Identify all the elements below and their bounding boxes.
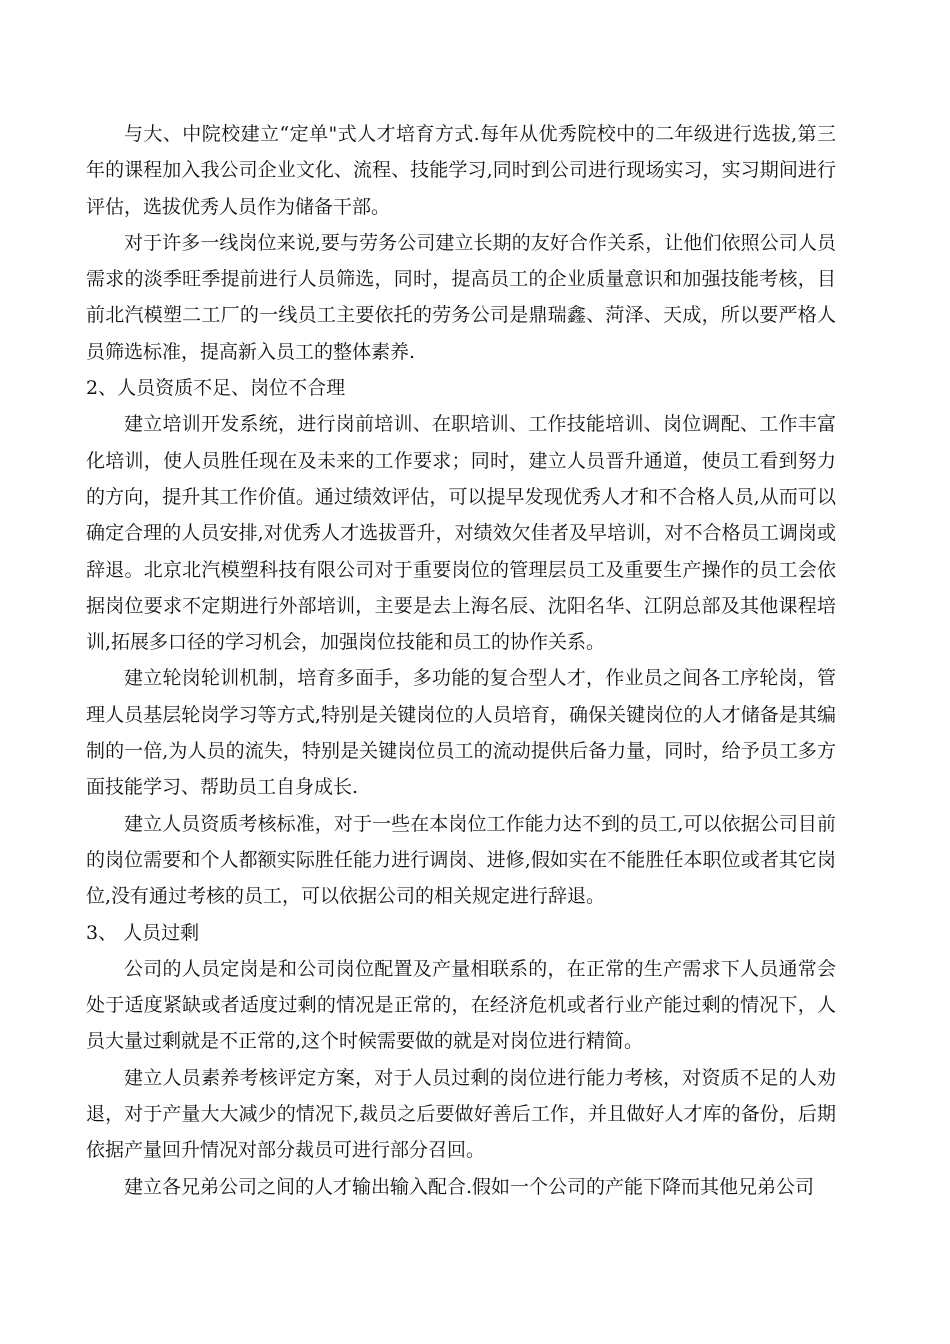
paragraph-labor-company: 对于许多一线岗位来说,要与劳务公司建立长期的友好合作关系，让他们依照公司人员需求的淡季旺季提前进行人员筛选，同时，提高员工的企业质量意识和加强技能考核，目前北汽模塑二工厂的一线员工主要依托的劳务公司是鼎瑞鑫、菏泽、天成，所以要严格人员筛选标准，提高新入员工的整体素养.	[86, 231, 836, 363]
section-heading-3: 3、 人员过剩	[86, 921, 200, 944]
document-body	[86, 116, 836, 1205]
paragraph-rotation-mechanism: 建立轮岗轮训机制，培育多面手，多功能的复合型人才，作业员之间各工序轮岗，管理人员基层轮岗学习等方式,特别是关键岗位的人员培育，确保关键岗位的人才储备是其编制的一倍,为人员的流失，特别是关键岗位员工的流动提供后备力量，同时，给予员工多方面技能学习、帮助员工自身成长.	[86, 667, 836, 799]
paragraph-evaluation-plan: 建立人员素养考核评定方案，对于人员过剩的岗位进行能力考核，对资质不足的人劝退，对于产量大大减少的情况下,裁员之后要做好善后工作，并且做好人才库的备份，后期依据产量回升情况对部分裁员可进行部分召回。	[86, 1066, 836, 1162]
paragraph-training-system: 建立培训开发系统，进行岗前培训、在职培训、工作技能培训、岗位调配、工作丰富化培训，使人员胜任现在及未来的工作要求；同时，建立人员晋升通道，使员工看到努力的方向，提升其工作价值。通过绩效评估，可以提早发现优秀人才和不合格人员,从而可以确定合理的人员安排,对优秀人才选拔晋升，对绩效欠佳者及早培训，对不合格员工调岗或辞退。北京北汽模塑科技有限公司对于重要岗位的管理层员工及重要生产操作的员工会依据岗位要求不定期进行外部培训，主要是去上海名辰、沈阳名华、江阴总部及其他课程培训,拓展多口径的学习机会，加强岗位技能和员工的协作关系。	[86, 413, 836, 654]
paragraph-staffing-surplus: 公司的人员定岗是和公司岗位配置及产量相联系的，在正常的生产需求下人员通常会处于适度紧缺或者适度过剩的情况是正常的，在经济危机或者行业产能过剩的情况下，人员大量过剩就是不正常的,这个时候需要做的就是对岗位进行精简。	[86, 957, 836, 1053]
section-heading-2: 2、人员资质不足、岗位不合理	[86, 377, 346, 400]
paragraph-qualification-standard: 建立人员资质考核标准，对于一些在本岗位工作能力达不到的员工,可以依据公司目前的岗位需要和个人都额实际胜任能力进行调岗、进修,假如实在不能胜任本职位或者其它岗位,没有通过考核的员工，可以依据公司的相关规定进行辞退。	[86, 812, 836, 908]
paragraph-order-training: 与大、中院校建立“定单"式人才培育方式.每年从优秀院校中的二年级进行选拔,第三年的课程加入我公司企业文化、流程、技能学习,同时到公司进行现场实习，实习期间进行评估，选拔优秀人员作为储备干部。	[86, 123, 836, 218]
paragraph-sister-companies: 建立各兄弟公司之间的人才输出输入配合.假如一个公司的产能下降而其他兄弟公司	[124, 1175, 815, 1198]
